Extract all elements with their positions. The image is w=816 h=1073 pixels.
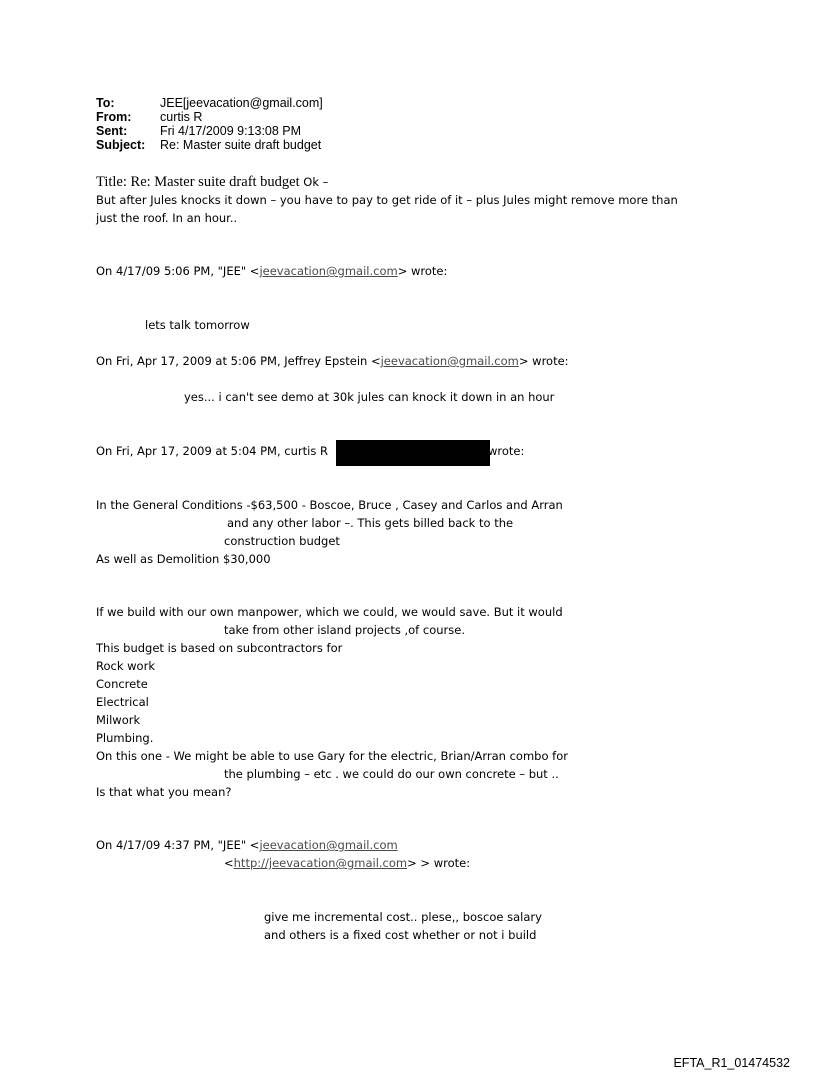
quote-header-2-suffix: > wrote: <box>518 354 569 368</box>
lets-talk-line: lets talk tomorrow <box>145 318 250 332</box>
quote-header-4-line-2-suffix: > > wrote: <box>407 856 471 870</box>
to-value: JEE[jeevacation@gmail.com] <box>160 96 323 110</box>
from-row <box>96 110 323 124</box>
list-item: Milwork <box>96 713 141 727</box>
email-link[interactable]: jeevacation@gmail.com <box>259 264 398 278</box>
document-id: EFTA_R1_01474532 <box>673 1056 790 1070</box>
body-line-1: But after Jules knocks it down – you have to pay to get ride of it – plus Jules might remove more than <box>96 193 678 207</box>
incremental-line-1: give me incremental cost.. plese,, boscoe salary <box>264 910 542 924</box>
to-label: To: <box>96 96 115 110</box>
on-this-one-line-3: Is that what you mean? <box>96 785 232 799</box>
email-link[interactable]: jeevacation@gmail.com <box>380 354 519 368</box>
subject-value: Re: Master suite draft budget <box>160 138 322 152</box>
quote-header-1-suffix: > wrote: <box>397 264 448 278</box>
quote-header-2 <box>96 353 569 371</box>
to-row <box>96 96 323 110</box>
manpower-line-2: take from other island projects ,of course. <box>224 623 465 637</box>
sent-label: Sent: <box>96 124 128 138</box>
sent-value: Fri 4/17/2009 9:13:08 PM <box>160 124 302 138</box>
sent-row <box>96 124 323 138</box>
quote-header-1-prefix: On 4/17/09 5:06 PM, "JEE" < <box>96 264 260 278</box>
manpower-line-1: If we build with our own manpower, which we could, we would save. But it would <box>96 605 563 619</box>
quote-header-4-line-2 <box>224 855 470 873</box>
subject-row <box>96 138 323 152</box>
quote-header-3-suffix: wrote: <box>488 444 525 458</box>
on-this-one-line-2: the plumbing – etc . we could do our own concrete – but .. <box>224 767 559 781</box>
quote-header-1 <box>96 263 447 281</box>
email-link[interactable]: jeevacation@gmail.com <box>259 838 398 852</box>
on-this-one-line-1: On this one - We might be able to use Gary for the electric, Brian/Arran combo for <box>96 749 568 763</box>
quote-header-4-line-2-prefix: < <box>224 856 234 870</box>
from-value: curtis R <box>160 110 203 124</box>
list-item: Concrete <box>96 677 148 691</box>
from-label: From: <box>96 110 132 124</box>
url-link[interactable]: http://jeevacation@gmail.com <box>233 856 408 870</box>
body-line-2: just the roof. In an hour.. <box>96 211 238 225</box>
gc-line-4: As well as Demolition $30,000 <box>96 552 271 566</box>
list-item: Rock work <box>96 659 155 673</box>
incremental-line-2: and others is a fixed cost whether or not i build <box>264 928 537 942</box>
list-intro: This budget is based on subcontractors for <box>96 641 343 655</box>
list-item: Plumbing. <box>96 731 154 745</box>
quote-header-4-prefix: On 4/17/09 4:37 PM, "JEE" < <box>96 838 260 852</box>
title-rest: Ok – <box>299 175 329 189</box>
quote-header-3-prefix: On Fri, Apr 17, 2009 at 5:04 PM, curtis R <box>96 444 328 458</box>
gc-line-1: In the General Conditions -$63,500 - Boscoe, Bruce , Casey and Carlos and Arran <box>96 498 563 512</box>
email-header <box>96 96 323 152</box>
gc-line-2: and any other labor –. This gets billed back to the <box>227 516 514 530</box>
yes-line: yes... i can't see demo at 30k jules can knock it down in an hour <box>184 390 555 404</box>
list-item: Electrical <box>96 695 149 709</box>
gc-line-3: construction budget <box>224 534 340 548</box>
quote-header-4 <box>96 837 398 855</box>
subject-label: Subject: <box>96 138 146 152</box>
title-prefix: Title: Re: Master suite draft budget <box>96 174 300 190</box>
quote-header-2-prefix: On Fri, Apr 17, 2009 at 5:06 PM, Jeffrey Epstein < <box>96 354 381 368</box>
title-line <box>96 174 328 192</box>
redaction-box <box>336 440 490 466</box>
